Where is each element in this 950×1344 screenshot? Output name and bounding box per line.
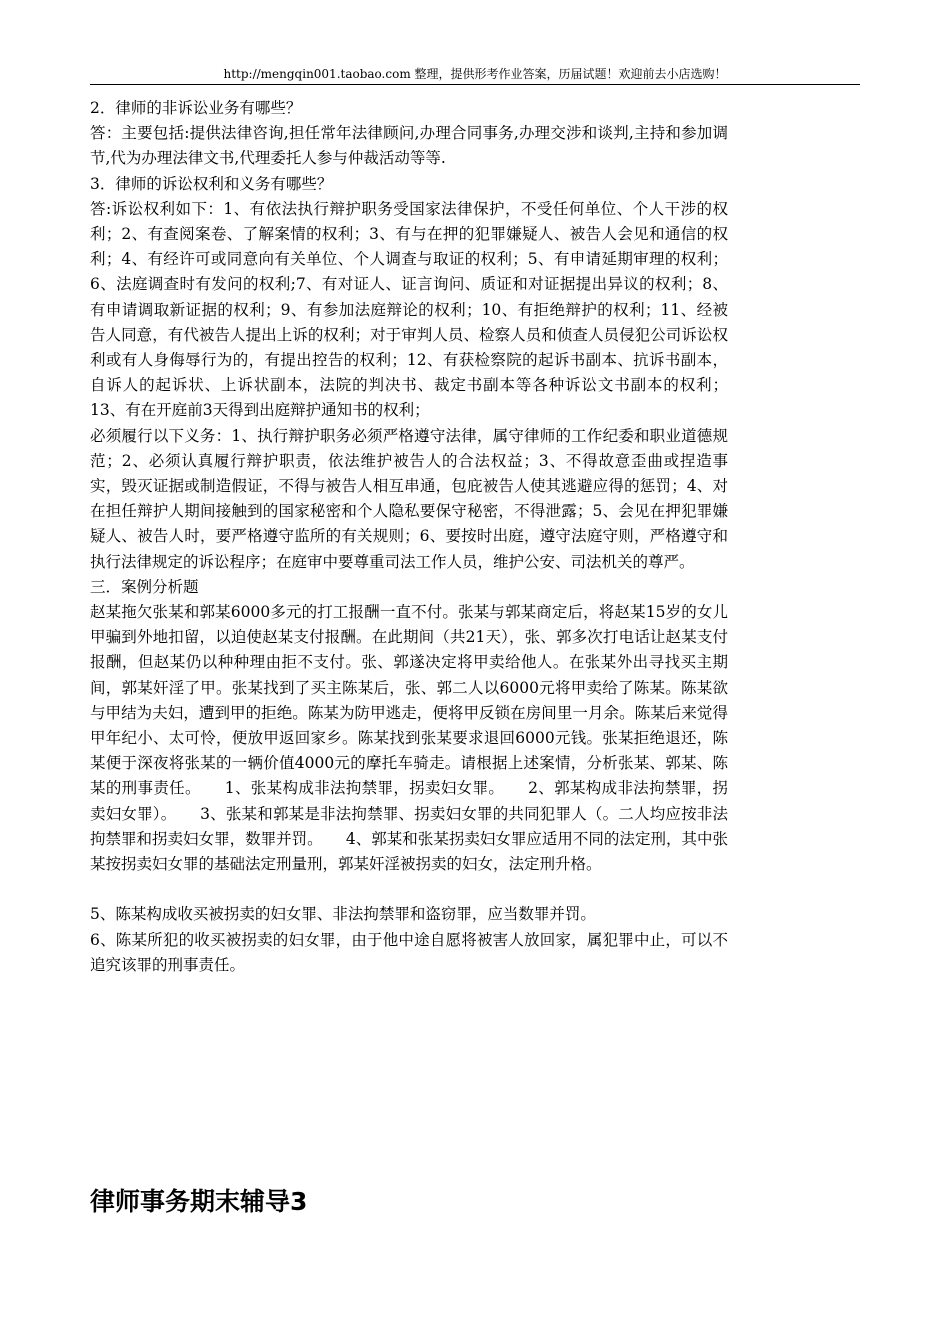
document-body xyxy=(90,96,728,978)
section-case-analysis: 三．案例分析题 xyxy=(90,577,199,596)
case-answer-6: 6、陈某所犯的收买被拐卖的妇女罪，由于他中途自愿将被害人放回家，属犯罪中止，可以不追究该罪的刑事责任。 xyxy=(90,930,728,974)
case-text: 赵某拖欠张某和郭某6000多元的打工报酬一直不付。张某与郭某商定后，将赵某15岁的女儿甲骗到外地扣留，以迫使赵某支付报酬。在此期间（共21天），张、郭多次打电话让赵某支付报酬，但赵某仍以种种理由拒不支付。张、郭遂决定将甲卖给他人。在张某外出寻找买主期间，郭某奸淫了甲。张某找到了买主陈某后，张、郭二人以6000元将甲卖给了陈某。陈某欲与甲结为夫妇，遭到甲的拒绝。陈某为防甲逃走，便将甲反锁在房间里一月余。陈某后来觉得甲年纪小、太可怜，便放甲返回家乡。陈某找到张某要求退回6000元钱。张某拒绝退还，陈某便于深夜将张某的一辆价值4000元的摩托车骑走。请根据上述案情，分析张某、郭某、陈某的刑事责任。 1、张某构成非法拘禁罪，拐卖妇女罪。 2、郭某构成非法拘禁罪，拐卖妇女罪）。 3、张某和郭某是非法拘禁罪、拐卖妇女罪的共同犯罪人（。二人均应按非法拘禁罪和拐卖妇女罪，数罪并罚。 4、郭某和张某拐卖妇女罪应适用不同的法定刑，其中张某按拐卖妇女罪的基础法定刑量刑，郭某奸淫被拐卖的妇女，法定刑升格。 xyxy=(90,603,728,874)
paragraph-gap xyxy=(90,877,728,902)
case-answer-5: 5、陈某构成收买被拐卖的妇女罪、非法拘禁罪和盗窃罪，应当数罪并罚。 xyxy=(90,905,596,924)
page-header: http://mengqin001.taobao.com 整理，提供形考作业答案，历届试题！欢迎前去小店选购！ xyxy=(223,67,727,81)
header-divider xyxy=(90,84,860,85)
question-2: 2．律师的非诉讼业务有哪些？ xyxy=(90,99,302,117)
section-heading: 律师事务期末辅导3 xyxy=(90,1187,308,1216)
answer-3-rights: 答:诉讼权利如下：1、有依法执行辩护职务受国家法律保护，不受任何单位、个人干涉的权利；2、有查阅案卷、了解案情的权利；3、有与在押的犯罪嫌疑人、被告人会见和通信的权利；4、有经许可或同意向有关单位、个人调查与取证的权利；5、有申请延期审理的权利；6、法庭调查时有发问的权利;7、有对证人、证言询问、质证和对证据提出异议的权利；8、有申请调取新证据的权利；9、有参加法庭辩论的权利；10、有拒绝辩护的权利；11、经被告人同意，有代被告人提出上诉的权利；对于审判人员、检察人员和侦查人员侵犯公司诉讼权利或有人身侮辱行为的，有提出控告的权利；12、有获检察院的起诉书副本、抗诉书副本，自诉人的起诉状、上诉状副本，法院的判决书、裁定书副本等各种诉讼文书副本的权利；13、有在开庭前3天得到出庭辩护通知书的权利； xyxy=(90,199,728,420)
question-3: 3．律师的诉讼权利和义务有哪些？ xyxy=(90,174,333,193)
answer-3-duties: 必须履行以下义务：1、执行辩护职务必须严格遵守法律，属守律师的工作纪委和职业道德规范；2、必须认真履行辩护职责，依法维护被告人的合法权益；3、不得故意歪曲或捏造事实，毁灭证据或制造假证，不得与被告人相互串通，包庇被告人使其逃避应得的惩罚；4、对在担任辩护人期间接触到的国家秘密和个人隐私要保守秘密，不得泄露；5、会见在押犯罪嫌疑人、被告人时，要严格遵守监所的有关规则；6、要按时出庭，遵守法庭守则，严格遵守和执行法律规定的诉讼程序；在庭审中要尊重司法工作人员，维护公安、司法机关的尊严。 xyxy=(90,426,728,571)
answer-2: 答：主要包括:提供法律咨询,担任常年法律顾问,办理合同事务,办理交涉和谈判,主持和参加调节,代为办理法律文书,代理委托人参与仲裁活动等等. xyxy=(90,124,728,168)
